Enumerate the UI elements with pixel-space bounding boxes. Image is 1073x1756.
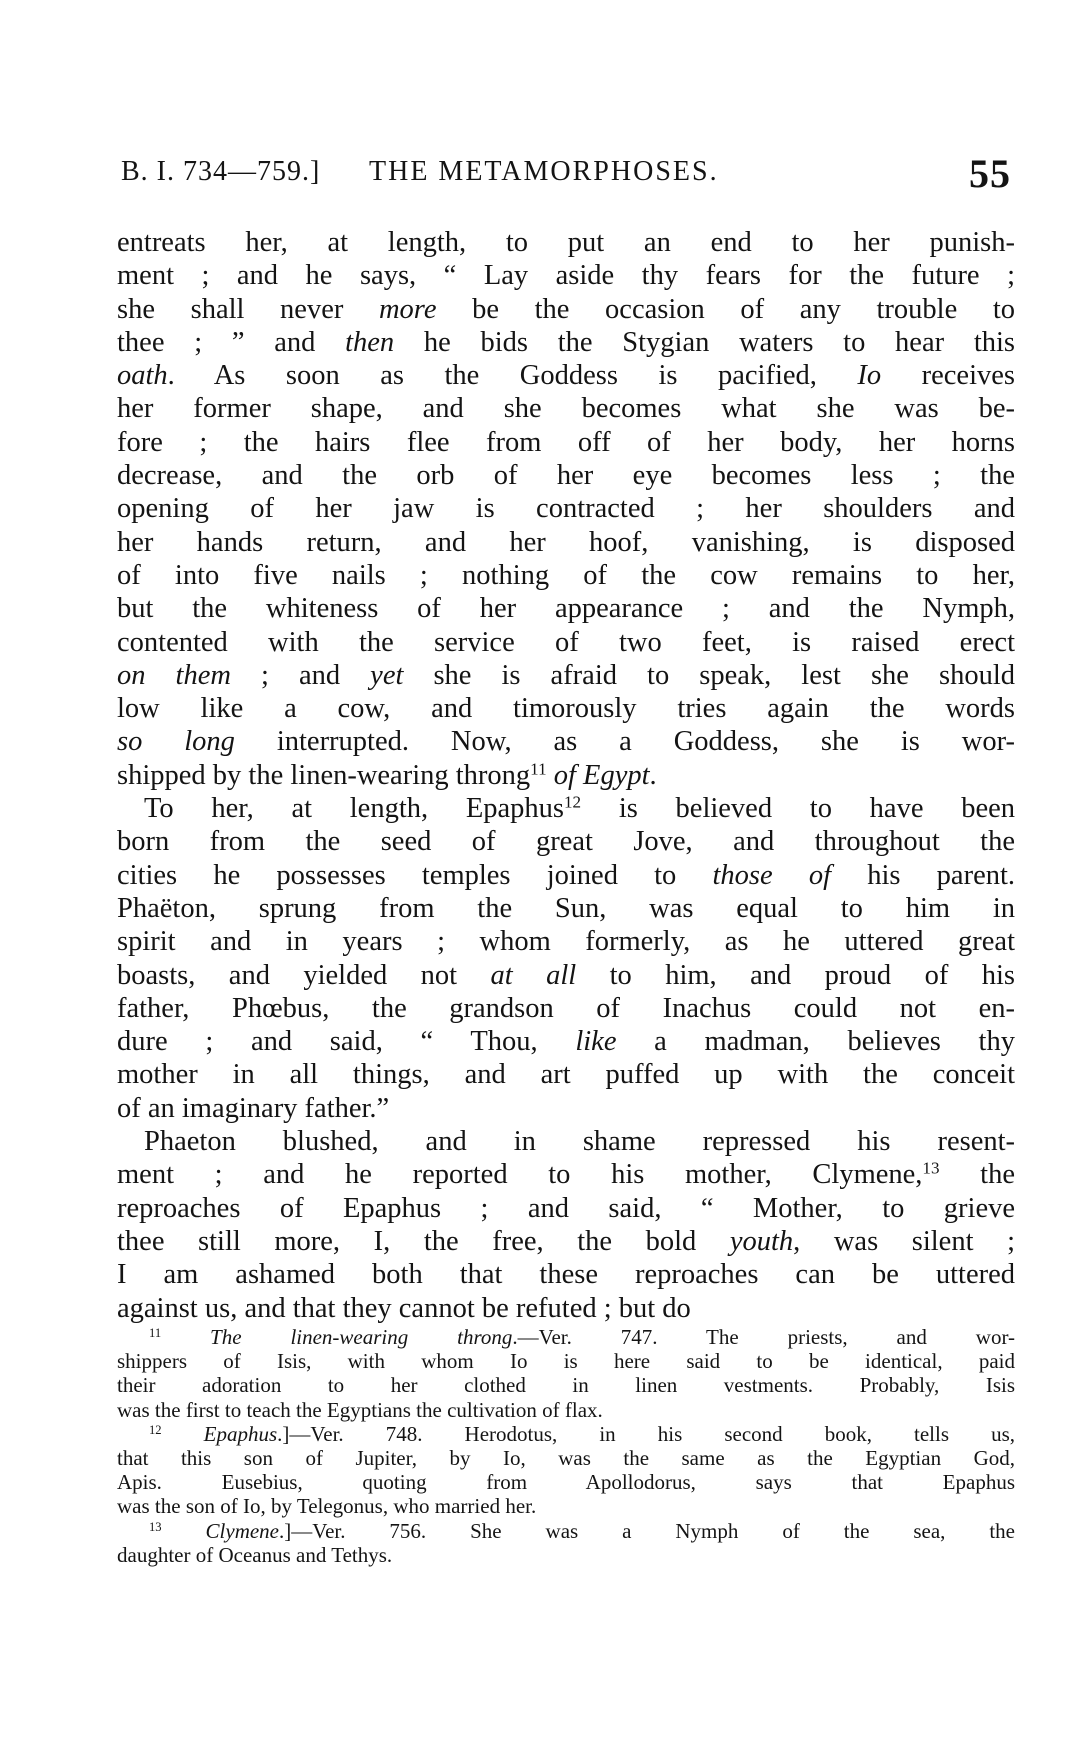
text-line: father, Phœbus, the grandson of Inachus could not en-	[117, 992, 1015, 1024]
text-line: her hands return, and her hoof, vanishing, is disposed	[117, 526, 1015, 558]
text-line: mother in all things, and art puffed up with the conceit	[117, 1059, 1015, 1091]
text-line: To her, at length, Epaphus$^{12}$ is believed to have been	[144, 792, 1015, 825]
text-line: ment ; and he says, “ Lay aside thy fears for the future ;	[117, 260, 1015, 292]
text-line: shipped by the linen-wearing throng$^{11}$ of Egypt.	[117, 759, 657, 791]
text-line: but the whiteness of her appearance ; and the Nymph,	[117, 593, 1015, 625]
text-line: of into five nails ; nothing of the cow remains to her,	[117, 559, 1015, 591]
footnote-line: $^{12}$ Epaphus.]—Ver. 748. Herodotus, in his second book, tells us,	[149, 1421, 1016, 1446]
text-line: spirit and in years ; whom formerly, as he uttered great	[117, 926, 1015, 958]
text-line: contented with the service of two feet, is raised erect	[117, 626, 1015, 658]
text-line: boasts, and yielded not at all to him, and proud of his	[117, 959, 1015, 991]
footnote-line: $^{11}$ The linen-wearing throng.—Ver. 747. The priests, and wor-	[149, 1325, 1016, 1349]
page-number: 55	[969, 151, 1011, 196]
text-line: born from the seed of great Jove, and throughout the	[117, 826, 1015, 858]
text-line: dure ; and said, “ Thou, like a madman, believes thy	[117, 1026, 1015, 1058]
footnote-line: Apis. Eusebius, quoting from Apollodorus, says that Epaphus	[117, 1470, 1015, 1495]
text-line: decrease, and the orb of her eye becomes less ; the	[117, 460, 1015, 492]
footnote-line: was the first to teach the Egyptians the cultivation of flax.	[117, 1397, 603, 1422]
footnote-line: shippers of Isis, with whom Io is here said to be identical, paid	[117, 1349, 1015, 1374]
running-title: THE METAMORPHOSES.	[369, 156, 719, 187]
footnote-line: $^{13}$ Clymene.]—Ver. 756. She was a Nymph of the sea, the	[149, 1518, 1015, 1543]
text-line: low like a cow, and timorously tries again the words	[117, 693, 1015, 725]
footnote-line: daughter of Oceanus and Tethys.	[117, 1542, 393, 1567]
text-line: she shall never more be the occasion of any trouble to	[117, 293, 1016, 325]
text-line: thee still more, I, the free, the bold youth, was silent ;	[117, 1225, 1015, 1257]
text-line: so long interrupted. Now, as a Goddess, she is wor-	[117, 726, 1015, 758]
main-text	[117, 226, 1015, 1325]
footnote-line: that this son of Jupiter, by Io, was the same as the Egyptian God,	[117, 1445, 1015, 1470]
text-line: ment ; and he reported to his mother, Clymene,$^{13}$ the	[117, 1158, 1016, 1191]
text-line: I am ashamed both that these reproaches can be uttered	[117, 1259, 1015, 1291]
text-line: of an imaginary father.”	[117, 1092, 390, 1124]
book-line-reference: B. I. 734—759.]	[121, 156, 321, 187]
text-line: Phaëton, sprung from the Sun, was equal to him in	[117, 892, 1015, 924]
text-line: Phaeton blushed, and in shame repressed his resent-	[144, 1126, 1015, 1158]
text-line: cities he possesses temples joined to those of his parent.	[117, 859, 1016, 891]
text-line: on them ; and yet she is afraid to speak, lest she should	[117, 659, 1015, 691]
text-line: fore ; the hairs flee from off of her body, her horns	[117, 426, 1015, 458]
footnote-line: their adoration to her clothed in linen vestments. Probably, Isis	[117, 1373, 1015, 1398]
text-line: entreats her, at length, to put an end to her punish-	[117, 227, 1015, 258]
text-line: her former shape, and she becomes what she was be-	[117, 393, 1015, 425]
footnotes	[117, 1325, 1015, 1567]
text-line: thee ; ” and then he bids the Stygian waters to hear this	[117, 326, 1015, 358]
running-header	[121, 150, 1041, 210]
text-line: opening of her jaw is contracted ; her shoulders and	[117, 493, 1015, 525]
text-line: against us, and that they cannot be refuted ; but do	[117, 1292, 691, 1324]
footnote-line: was the son of Io, by Telegonus, who married her.	[117, 1494, 537, 1519]
text-line: reproaches of Epaphus ; and said, “ Mother, to grieve	[117, 1192, 1015, 1224]
text-line: oath. As soon as the Goddess is pacified, Io receives	[117, 360, 1015, 392]
